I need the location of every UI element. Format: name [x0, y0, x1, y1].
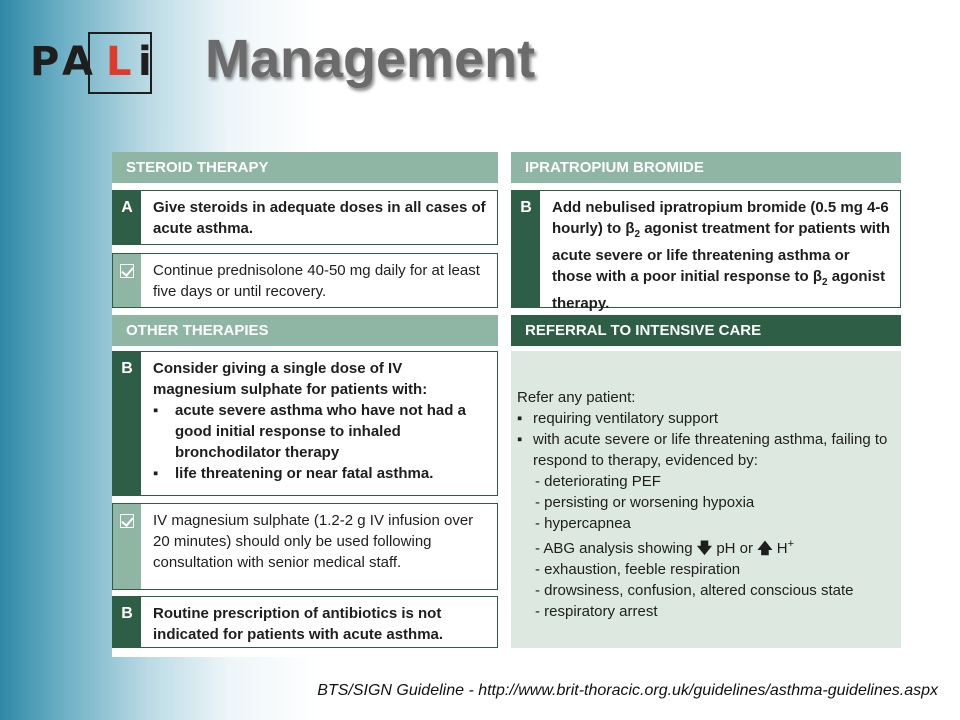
grade-badge: B [113, 597, 141, 647]
steroid-rec-1 [112, 190, 498, 245]
ipratropium-header: IPRATROPIUM BROMIDE [511, 152, 901, 183]
rec-text [153, 358, 489, 484]
criteria-item: - persisting or worsening hypoxia [535, 494, 755, 511]
referral-header: REFERRAL TO INTENSIVE CARE [511, 315, 901, 346]
logo-letter-l: L [106, 39, 132, 85]
other-rec-1 [112, 351, 498, 496]
grade-badge [113, 254, 141, 307]
page-title: Management [205, 29, 536, 89]
criteria-item: - drowsiness, confusion, altered conscious state [535, 582, 854, 599]
source-citation: BTS/SIGN Guideline - http://www.brit-thoracic.org.uk/guidelines/asthma-guidelines.aspx [317, 682, 938, 699]
checkbox-tick-icon [120, 514, 134, 528]
referral-content [511, 351, 901, 648]
grade-badge: B [512, 191, 540, 307]
ipratropium-rec-1 [511, 190, 901, 312]
rec-text: Routine prescription of antibiotics is not indicated for patients with acute asthma. [153, 605, 444, 643]
pali-logo [30, 30, 154, 94]
list-item: ▪ with acute severe or life threatening asthma, failing to respond to therapy, evidenced by: [517, 431, 888, 469]
criteria-item: - exhaustion, feeble respiration [535, 561, 741, 578]
other-rec-2 [112, 503, 498, 590]
list-item: ▪ life threatening or near fatal asthma. [153, 465, 434, 482]
other-therapies-header: OTHER THERAPIES [112, 315, 498, 346]
criteria-item: - hypercapnea [535, 515, 631, 532]
arrow-up-icon: 🡅 [757, 540, 773, 557]
rec-text: IV magnesium sulphate (1.2-2 g IV infusion over 20 minutes) should only be used following consultation with senior medical staff. [153, 512, 474, 571]
rec-text: Add nebulised ipratropium bromide (0.5 mg 4-6 hourly) to $\beta_2$ agonist treatment for patients with acute severe or life threatening asthma or those with a poor initial response to $\beta_2$ agonist therapy. [552, 199, 891, 312]
criteria-item-abg: - ABG analysis showing 🡇 pH or 🡅 H+ [535, 538, 795, 557]
list-item: ▪ acute severe asthma who have not had a good initial response to inhaled bronchodilator therapy [153, 402, 466, 461]
guideline-panel [112, 152, 901, 657]
criteria-item: - deteriorating PEF [535, 473, 661, 490]
referral-intro: Refer any patient: [517, 389, 636, 406]
arrow-down-icon: 🡇 [696, 540, 713, 557]
criteria-item: - respiratory arrest [535, 603, 658, 620]
logo-letter-p: P [30, 39, 60, 85]
grade-badge: A [113, 191, 141, 244]
rec-intro: Consider giving a single dose of IV magnesium sulphate for patients with: [153, 360, 428, 398]
grade-badge: B [113, 352, 141, 495]
rec-text: Give steroids in adequate doses in all cases of acute asthma. [153, 199, 486, 237]
steroid-rec-2 [112, 253, 498, 308]
rec-text: Continue prednisolone 40-50 mg daily for at least five days or until recovery. [153, 262, 480, 300]
checkbox-tick-icon [120, 264, 134, 278]
logo-letter-i: i [138, 39, 152, 85]
steroid-therapy-header: STEROID THERAPY [112, 152, 498, 183]
list-item: ▪ requiring ventilatory support [517, 410, 719, 427]
logo-letter-a: A [62, 39, 93, 85]
other-rec-3 [112, 596, 498, 648]
grade-badge [113, 504, 141, 589]
